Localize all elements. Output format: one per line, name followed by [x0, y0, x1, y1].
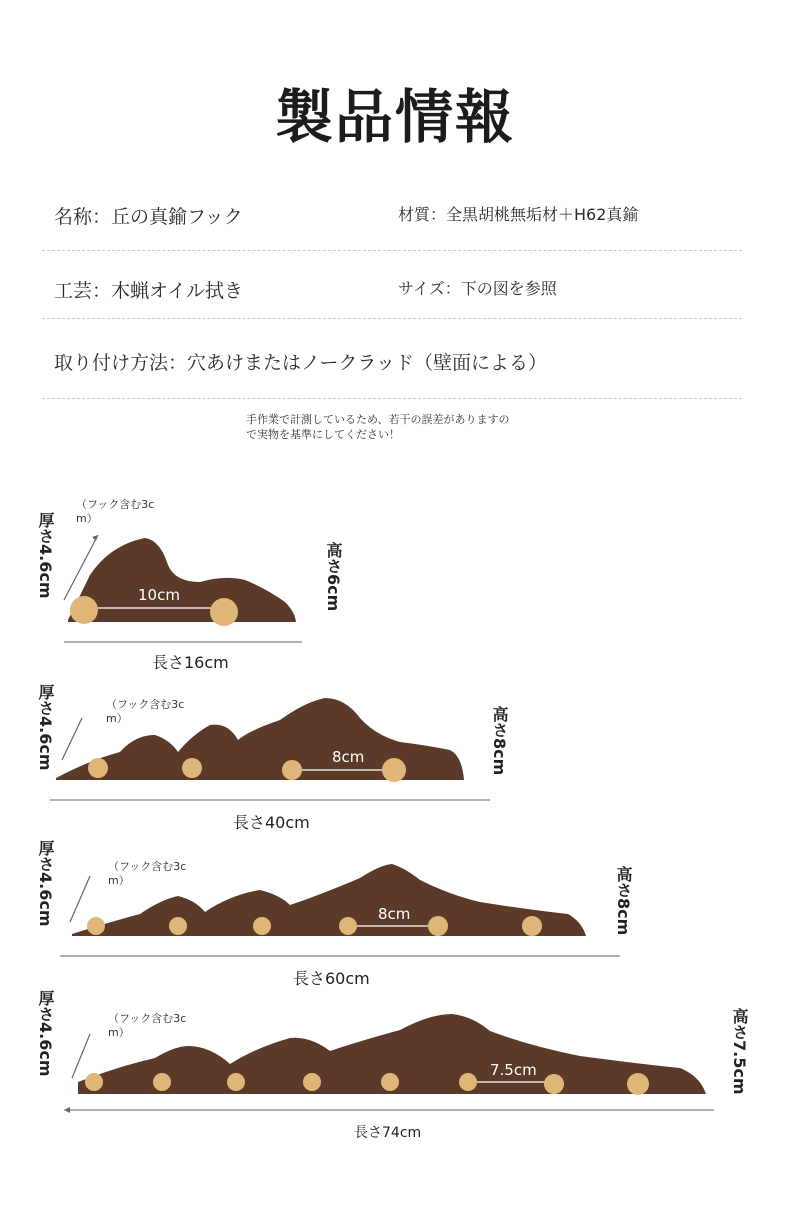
- hook-note: （フック含む3c m）: [106, 698, 185, 725]
- spacing-label: 10cm: [138, 586, 180, 604]
- thickness-label: 厚さ4.6cm: [36, 512, 55, 599]
- brass-hook: [303, 1073, 321, 1091]
- brass-hook: [544, 1074, 564, 1094]
- brass-hook: [169, 917, 187, 935]
- brass-hook: [459, 1073, 477, 1091]
- brass-hook: [382, 758, 406, 782]
- hook-note: （フック含む3c m）: [108, 1012, 187, 1039]
- brass-hook: [627, 1073, 649, 1095]
- product-image-74cm: [60, 1006, 720, 1120]
- spec-mounting: 取り付け方法：穴あけまたはノークラッド（壁面による）: [54, 352, 548, 374]
- brass-hook: [381, 1073, 399, 1091]
- brass-hook: [70, 596, 98, 624]
- thickness-label: 厚さ4.6cm: [36, 840, 55, 927]
- spec-name: 名称：丘の真鍮フック: [54, 206, 243, 228]
- hook-note: （フック含む3c m）: [108, 860, 187, 887]
- brass-hook: [227, 1073, 245, 1091]
- length-label: 長さ60cm: [293, 969, 370, 988]
- height-label: 高さ6cm: [324, 542, 343, 612]
- height-label: 高さ8cm: [614, 866, 633, 936]
- spacing-label: 8cm: [378, 905, 411, 923]
- walnut-board: [72, 864, 586, 936]
- brass-hook: [87, 917, 105, 935]
- length-label: 長さ16cm: [152, 653, 229, 672]
- spacing-label: 8cm: [332, 748, 365, 766]
- brass-hook: [253, 917, 271, 935]
- height-label: 高さ8cm: [490, 706, 509, 776]
- spacing-label: 7.5cm: [490, 1061, 537, 1079]
- walnut-board: [68, 538, 296, 622]
- note-line-2: で実物を基準にしてください！: [246, 428, 400, 441]
- spec-size: サイズ：下の図を参照: [398, 279, 557, 298]
- brass-hook: [428, 916, 448, 936]
- hook-note: （フック含む3c m）: [76, 498, 155, 525]
- divider: [42, 398, 742, 399]
- brass-hook: [339, 917, 357, 935]
- spec-material: 材質：全黒胡桃無垢材＋H62真鍮: [398, 205, 639, 224]
- spec-craft: 工芸：木蝋オイル拭き: [54, 280, 244, 302]
- thickness-label: 厚さ4.6cm: [36, 684, 55, 771]
- measurement-note: [246, 412, 510, 442]
- note-line-1: 手作業で計測しているため、若干の誤差がありますの: [246, 413, 510, 426]
- brass-hook: [282, 760, 302, 780]
- page-title: 製品情報: [274, 83, 515, 151]
- brass-hook: [182, 758, 202, 778]
- height-label: 高さ7.5cm: [730, 1008, 749, 1095]
- length-label: 長さ40cm: [233, 813, 310, 832]
- divider: [42, 250, 742, 251]
- product-image-40cm: [50, 690, 490, 810]
- brass-hook: [153, 1073, 171, 1091]
- brass-hook: [88, 758, 108, 778]
- brass-hook: [522, 916, 542, 936]
- divider: [42, 318, 742, 319]
- product-image-60cm: [60, 850, 620, 960]
- product-image-16cm: [60, 520, 310, 650]
- brass-hook: [85, 1073, 103, 1091]
- thickness-label: 厚さ4.6cm: [36, 990, 55, 1077]
- length-label: 長さ74cm: [354, 1125, 422, 1141]
- brass-hook: [210, 598, 238, 626]
